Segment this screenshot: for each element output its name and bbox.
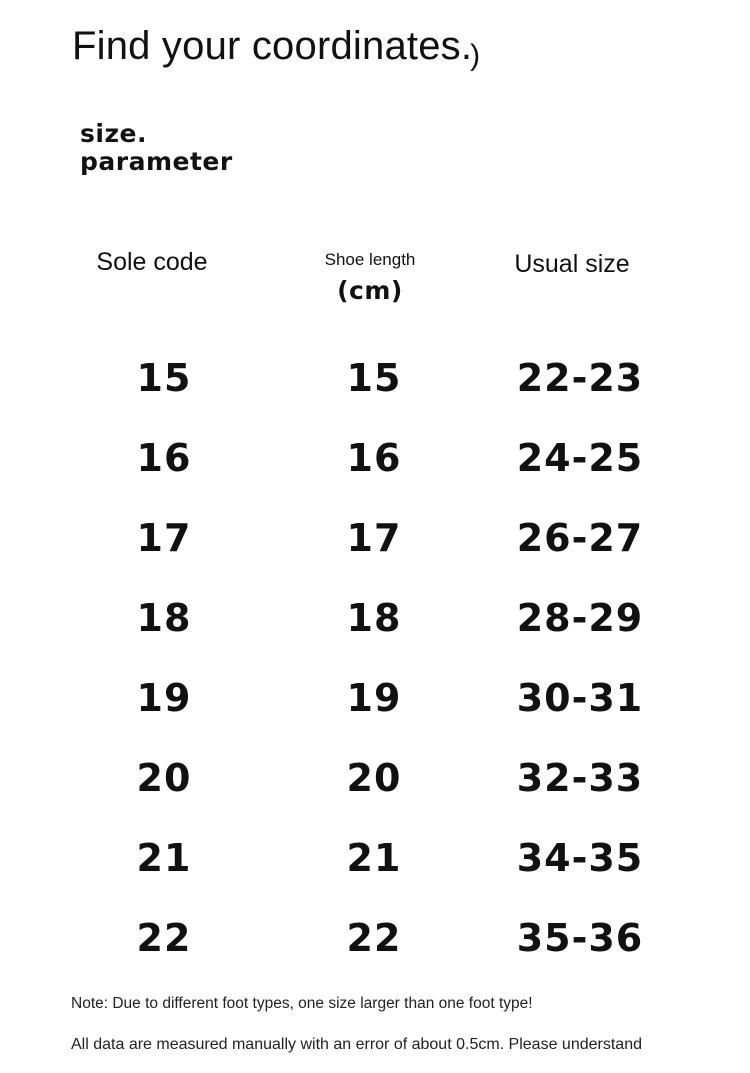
table-row <box>0 500 750 580</box>
cell-shoe-length: 17 <box>346 516 402 560</box>
cell-sole-code: 16 <box>136 436 192 480</box>
size-parameter-label-line1: size. <box>80 119 147 148</box>
table-row <box>0 660 750 740</box>
note-measurement-error: All data are measured manually with an error of about 0.5cm. Please understand <box>71 1036 642 1053</box>
cell-usual-size: 32-33 <box>516 756 644 800</box>
title-mark: ) <box>470 39 481 72</box>
table-row <box>0 820 750 900</box>
table-row <box>0 420 750 500</box>
cell-shoe-length: 19 <box>346 676 402 720</box>
header-shoe-length-label: Shoe length <box>324 250 416 269</box>
cell-usual-size: 22-23 <box>516 356 644 400</box>
cell-usual-size: 28-29 <box>516 596 644 640</box>
page-title <box>72 24 480 73</box>
table-row <box>0 740 750 820</box>
cell-usual-size: 26-27 <box>516 516 644 560</box>
header-usual-size: Usual size <box>514 250 630 278</box>
cell-sole-code: 15 <box>136 356 192 400</box>
cell-sole-code: 19 <box>136 676 192 720</box>
cell-shoe-length: 22 <box>346 916 402 960</box>
cell-sole-code: 17 <box>136 516 192 560</box>
note-foot-type: Note: Due to different foot types, one size larger than one foot type! <box>71 995 533 1012</box>
cell-usual-size: 35-36 <box>516 916 644 960</box>
cell-usual-size: 24-25 <box>516 436 644 480</box>
table-row <box>0 900 750 980</box>
cell-shoe-length: 20 <box>346 756 402 800</box>
cell-sole-code: 18 <box>136 596 192 640</box>
table-row <box>0 340 750 420</box>
table-row <box>0 580 750 660</box>
size-parameter-label-line2: parameter <box>80 147 233 176</box>
header-shoe-length <box>280 250 460 305</box>
size-table <box>0 340 750 980</box>
page-title-text: Find your coordinates. <box>72 24 473 68</box>
cell-sole-code: 20 <box>136 756 192 800</box>
cell-usual-size: 30-31 <box>516 676 644 720</box>
cell-sole-code: 22 <box>136 916 192 960</box>
cell-shoe-length: 18 <box>346 596 402 640</box>
cell-sole-code: 21 <box>136 836 192 880</box>
cell-shoe-length: 15 <box>346 356 402 400</box>
header-shoe-length-unit: (cm) <box>337 276 403 305</box>
size-parameter-label <box>80 120 233 176</box>
header-sole-code: Sole code <box>96 248 208 276</box>
cell-shoe-length: 21 <box>346 836 402 880</box>
cell-usual-size: 34-35 <box>516 836 644 880</box>
cell-shoe-length: 16 <box>346 436 402 480</box>
